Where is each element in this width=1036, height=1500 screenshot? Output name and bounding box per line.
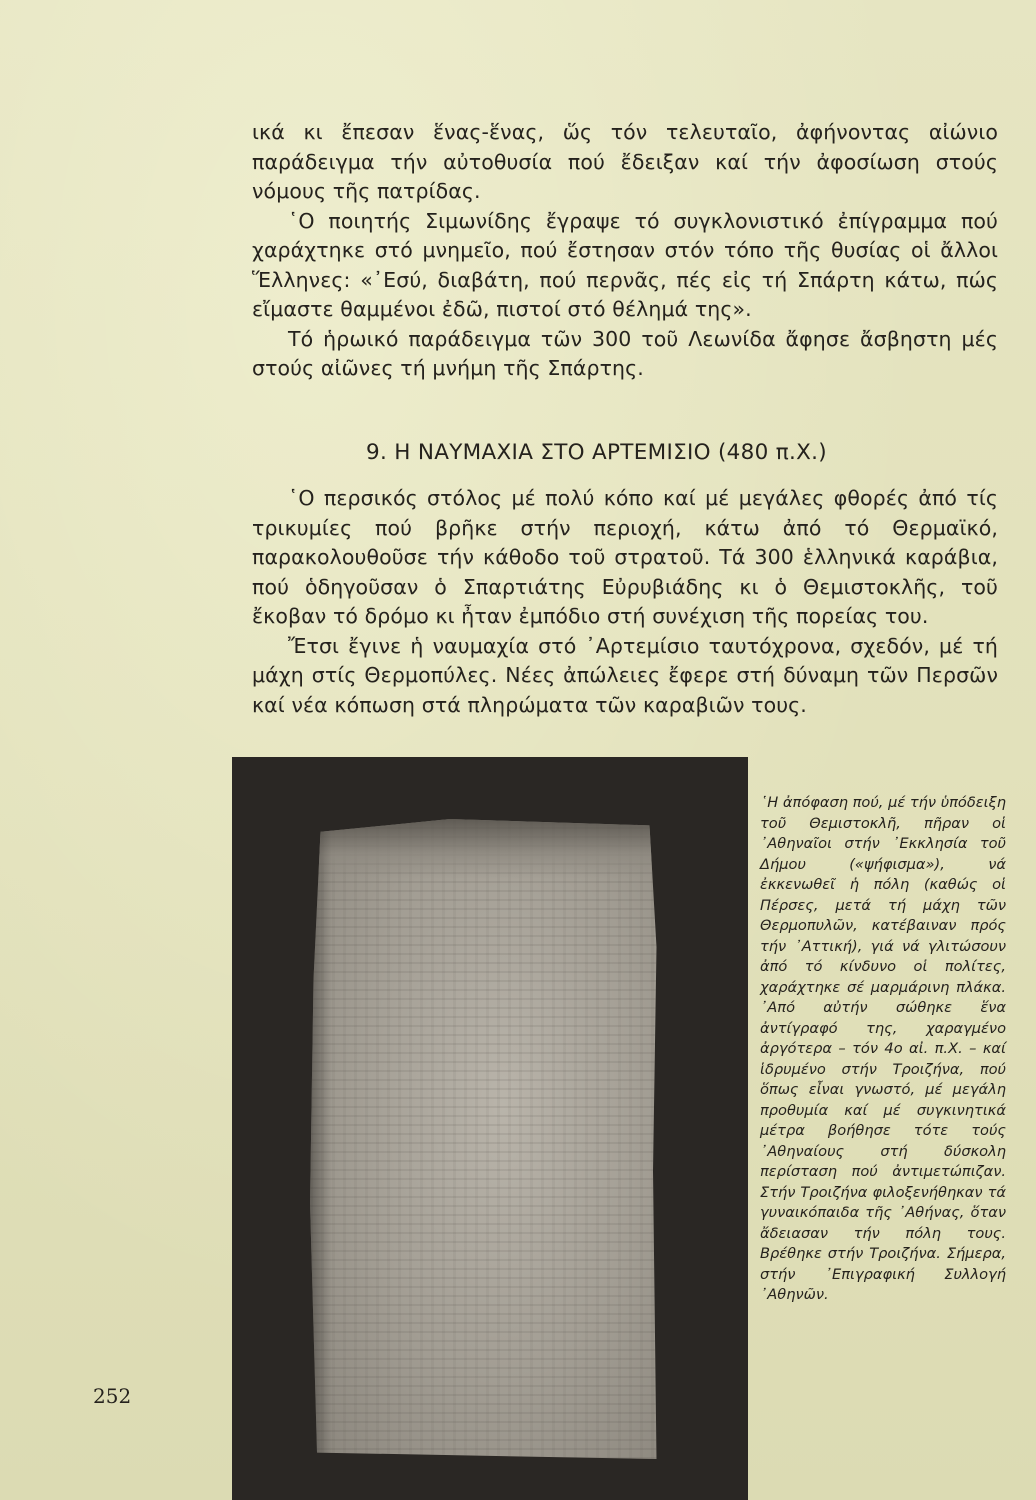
body-text-upper	[252, 118, 998, 384]
paragraph: Τό ἡρωικό παράδειγμα τῶν 300 τοῦ Λεωνίδα ἄφησε ἄσβηστη μές στούς αἰῶνες τή μνήμη τῆς Σπάρτης.	[252, 326, 998, 380]
marble-slab-image	[310, 819, 660, 1459]
paragraph: ικά κι ἔπεσαν ἕνας-ἕνας, ὥς τόν τελευταῖο, ἀφήνοντας αἰώνιο παράδειγμα τήν αὐτοθυσία πού ἔδειξαν καί τήν ἀφοσίωση στούς νόμους τῆς πατρίδας.	[252, 120, 998, 203]
inscription-photo	[232, 757, 748, 1500]
section-heading: 9. Η ΝΑΥΜΑΧΙΑ ΣΤΟ ΑΡΤΕΜΙΣΙΟ (480 π.Χ.)	[366, 440, 827, 465]
paragraph: ῾Ο περσικός στόλος μέ πολύ κόπο καί μέ μεγάλες φθορές ἀπό τίς τρικυμίες πού βρῆκε στήν περιοχή, κάτω ἀπό τό Θερμαϊκό, παρακολουθοῦσε τήν κάθοδο τοῦ στρατοῦ. Τά 300 ἑλληνικά καράβια, πού ὁδηγοῦσαν ὁ Σπαρτιάτης Εὐρυβιάδης κι ὁ Θεμιστοκλῆς, τοῦ ἔκοβαν τό δρόμο κι ἦταν ἐμπόδιο στή συνέχιση τῆς πορείας του.	[252, 486, 998, 628]
paragraph: ῾Ο ποιητής Σιμωνίδης ἔγραψε τό συγκλονιστικό ἐπίγραμμα πού χαράχτηκε στό μνημεῖο, πού ἔστησαν στόν τόπο τῆς θυσίας οἱ ἄλλοι Ἕλληνες: «᾿Εσύ, διαβάτη, πού περνᾶς, πές εἰς τή Σπάρτη κάτω, πώς εἴμαστε θαμμένοι ἐδῶ, πιστοί στό θέλημά της».	[252, 208, 998, 321]
body-text-lower	[252, 484, 998, 720]
paragraph: Ἔτσι ἔγινε ἡ ναυμαχία στό ᾿Αρτεμίσιο ταυτόχρονα, σχεδόν, μέ τή μάχη στίς Θερμοπύλες. Νέες ἀπώλειες ἔφερε στή δύναμη τῶν Περσῶν καί νέα κόπωση στά πληρώματα τῶν καραβιῶν τους.	[252, 633, 998, 717]
photo-caption: ῾Η ἀπόφαση πού, μέ τήν ὑπόδειξη τοῦ Θεμιστοκλῆ, πῆραν οἱ ᾿Αθηναῖοι στήν ᾿Εκκλησία τοῦ Δήμου («ψήφισμα»), νά ἐκκενωθεῖ ἡ πόλη (καθώς οἱ Πέρσες, μετά τή μάχη τῶν Θερμοπυλῶν, κατέβαιναν πρός τήν ᾿Αττική), γιά νά γλιτώσουν ἀπό τό κίνδυνο οἱ πολίτες, χαράχτηκε σέ μαρμάρινη πλάκα. ᾿Από αὐτήν σώθηκε ἕνα ἀντίγραφό της, χαραγμένο ἀργότερα – τόν 4ο αἰ. π.Χ. – καί ἱδρυμένο στήν Τροιζήνα, πού ὅπως εἶναι γνωστό, μέ μεγάλη προθυμία καί μέ συγκινητικά μέτρα βοήθησε τότε τούς ᾿Αθηναίους στή δύσκολη περίσταση πού ἀντιμετώπιζαν. Στήν Τροιζήνα φιλοξενήθηκαν τά γυναικόπαιδα τῆς ᾿Αθήνας, ὅταν ἄδειασαν τήν πόλη τους. Βρέθηκε στήν Τροιζήνα. Σήμερα, στήν ᾿Επιγραφική Συλλογή ᾿Αθηνῶν.	[760, 794, 1007, 1303]
page-number: 252	[93, 1384, 132, 1408]
